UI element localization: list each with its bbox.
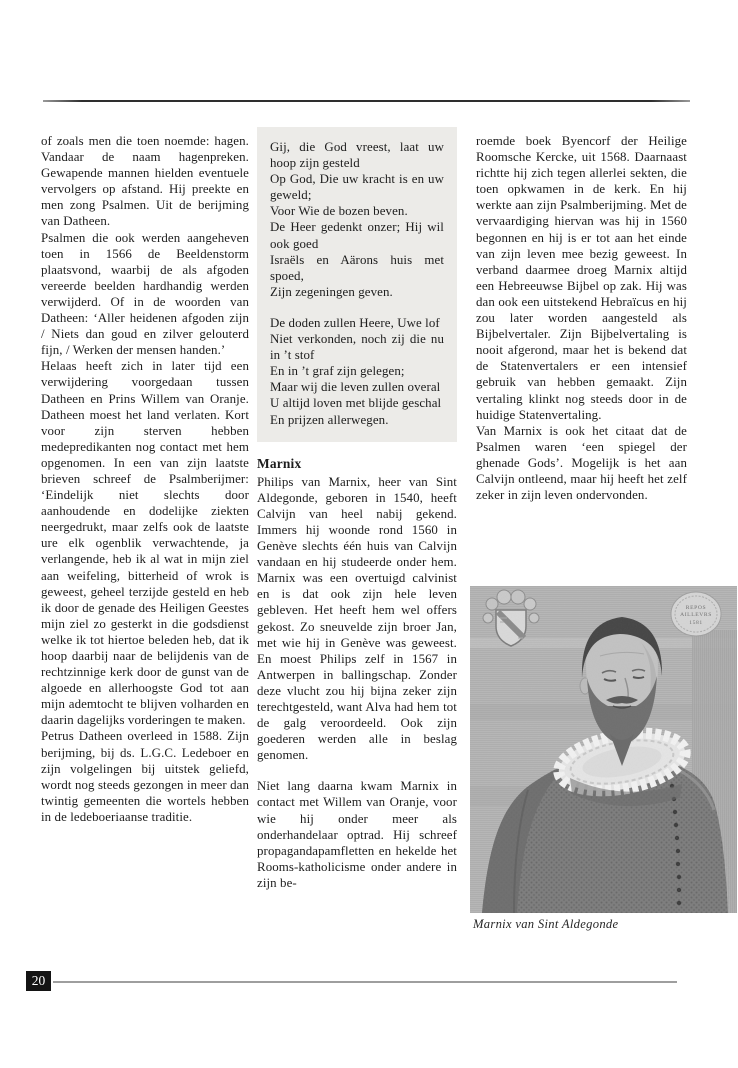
body-paragraph: of zoals men die toen noemde: hagen. Vandaar de naam hagenpreken. Gewapende mannen hielden eventuele vervolgers op afstand. Hij preekte en men zong Psalmen. Uit de berijming van Datheen. bbox=[41, 134, 249, 229]
portrait-caption: Marnix van Sint Aldegonde bbox=[473, 917, 619, 931]
body-paragraph: Van Marnix is ook het citaat dat de Psalmen waren ‘een spiegel der ghenade Gods’. Mogelijk is het aan Calvijn ontleend, maar hij heeft het zelf zeker in zijn leven ondervonden. bbox=[476, 423, 687, 503]
body-paragraph: Niet lang daarna kwam Marnix in contact met Willem van Oranje, voor wie hij onder meer als onderhandelaar optrad. Hij schreef propagandapamfletten en hekelde het Rooms-katholicisme onder andere in zijn be- bbox=[257, 779, 457, 890]
verse-line: Israëls en Aärons huis met spoed, bbox=[270, 252, 444, 283]
medallion-text-line2: AILLEVRS bbox=[680, 612, 712, 618]
verse-line: De Heer gedenkt onzer; Hij wil ook goed bbox=[270, 220, 444, 251]
psalm-stanza-1 bbox=[270, 139, 444, 300]
verse-line: Voor Wie de bozen beven. bbox=[270, 204, 408, 219]
psalm-quote-box bbox=[257, 127, 457, 442]
body-paragraph: roemde boek Byencorf der Heilige Roomsche Kercke, uit 1568. Daarnaast richtte hij zich tegen allerlei sekten, die toen opkwamen in de kerk. En hij werkte aan zijn Psalmberijming. Met de vervaardiging hiervan was hij in 1560 begonnen en hij is er tot aan het einde van zijn leven mee bezig geweest. In verband daarmee droeg Marnix altijd een Hebreeuwse Bijbel op zak. Hij was dan ook een uitstekend Hebraïcus en hij zou later worden aangesteld als Bijbelvertaler. Zijn Bijbelvertaling is nooit afgerond, maar het is bekend dat de Statenvertalers er een intensief gebruik van hebben gemaakt. Zijn vertaling klinkt nog steeds door in de huidige Statenvertaling. bbox=[476, 134, 687, 422]
verse-line: Maar wij die leven zullen overal bbox=[270, 380, 441, 395]
psalm-stanza-2 bbox=[270, 315, 444, 428]
verse-line: Zijn zegeningen geven. bbox=[270, 284, 393, 299]
body-paragraph: Petrus Datheen overleed in 1588. Zijn berijming, bij ds. L.G.C. Ledeboer en zijn volgelingen bij uitstek geliefd, wordt nog steeds gezongen in meer dan twintig gemeenten die wortels hebben in de ledeboeriaanse traditie. bbox=[41, 729, 249, 824]
verse-line: Op God, Die uw kracht is en uw geweld; bbox=[270, 172, 444, 203]
portrait-figure bbox=[470, 586, 737, 913]
bottom-rule bbox=[53, 981, 677, 983]
grain-overlay bbox=[470, 586, 737, 913]
body-paragraph: Psalmen die ook werden aangeheven toen in 1566 de Beeldenstorm plaatsvond, waarbij de als afgoden vereerde beelden hardhandig werden verwijderd. Of in de woorden van Datheen: ‘Aller heidenen afgoden zijn / Niets dan goud en zilver gelouterd fijn, / Werken der mensen handen.’ bbox=[41, 230, 249, 358]
section-heading-marnix: Marnix bbox=[257, 455, 302, 471]
body-paragraph: Philips van Marnix, heer van Sint Aldegonde, geboren in 1540, heeft Calvijn van heel nabij gekend. Immers hij woonde rond 1560 in Genève slechts één huis van Calvijn vandaan en hij studeerde onder hem. Marnix was een overtuigd calvinist en is dat ook zijn hele leven gebleven. Het heeft hem wel offers gekost. Zo sneuvelde zijn broer Jan, met wie hij in Genève was geweest. En moest Philips zelf in 1567 in Antwerpen in ballingschap. Zonder deze vlucht zou hij bijna zeker zijn terechtgesteld, want Alva had hem tot de galg veroordeeld. Ook zijn goederen werden alle in beslag genomen. bbox=[257, 474, 457, 763]
verse-line: U altijd loven met blijde geschal bbox=[270, 396, 442, 411]
verse-line: En in ’t graf zijn gelegen; bbox=[270, 364, 405, 379]
left-column bbox=[41, 133, 249, 825]
portrait-illustration bbox=[470, 586, 737, 913]
body-paragraph: Helaas heeft zich in later tijd een verwijdering voorgedaan tussen Datheen en Prins Willem van Oranje. Datheen moest het land verlaten. Kort voor zijn sterven hebben medepredikanten nog contact met hem opgenomen. In een van zijn laatste brieven schreef de Psalmberijmer: ‘Eindelijk niet slechts door aanhoudende en dodelijke ziekten neergedrukt, maar zelfs ook de laatste ure elk ogenblik verwachtende, ja verlangende, heb ik al wat in mijn ziel aan weifeling, bitterheid of wrok is geweest, geheel terzijde gesteld en heb ik door de genade des Heiligen Geestes mijn ziel zo gesterkt in die godsdienst welke ik tot hiertoe beleden heb, dat ik hoop daarbij naar de belijdenis van de rechtzinnige kerk door de gunst van de algoede en allerhoogste God tot aan mijn ademtocht te blijven volharden en daarin dagelijks vorderingen te maken. bbox=[41, 359, 249, 728]
page-number-badge: 20 bbox=[26, 971, 51, 991]
medallion-text-line1: REPOS bbox=[685, 605, 707, 611]
verse-line: Gij, die God vreest, laat uw hoop zijn gesteld bbox=[270, 140, 444, 171]
verse-line: Niet verkonden, noch zij die nu in ’t stof bbox=[270, 332, 444, 363]
right-column bbox=[476, 133, 687, 503]
top-rule bbox=[43, 100, 690, 102]
verse-line: De doden zullen Heere, Uwe lof bbox=[270, 315, 440, 330]
middle-column bbox=[257, 127, 457, 891]
medallion-text-line3: 1581 bbox=[689, 620, 703, 626]
verse-line: En prijzen allerwegen. bbox=[270, 412, 389, 427]
